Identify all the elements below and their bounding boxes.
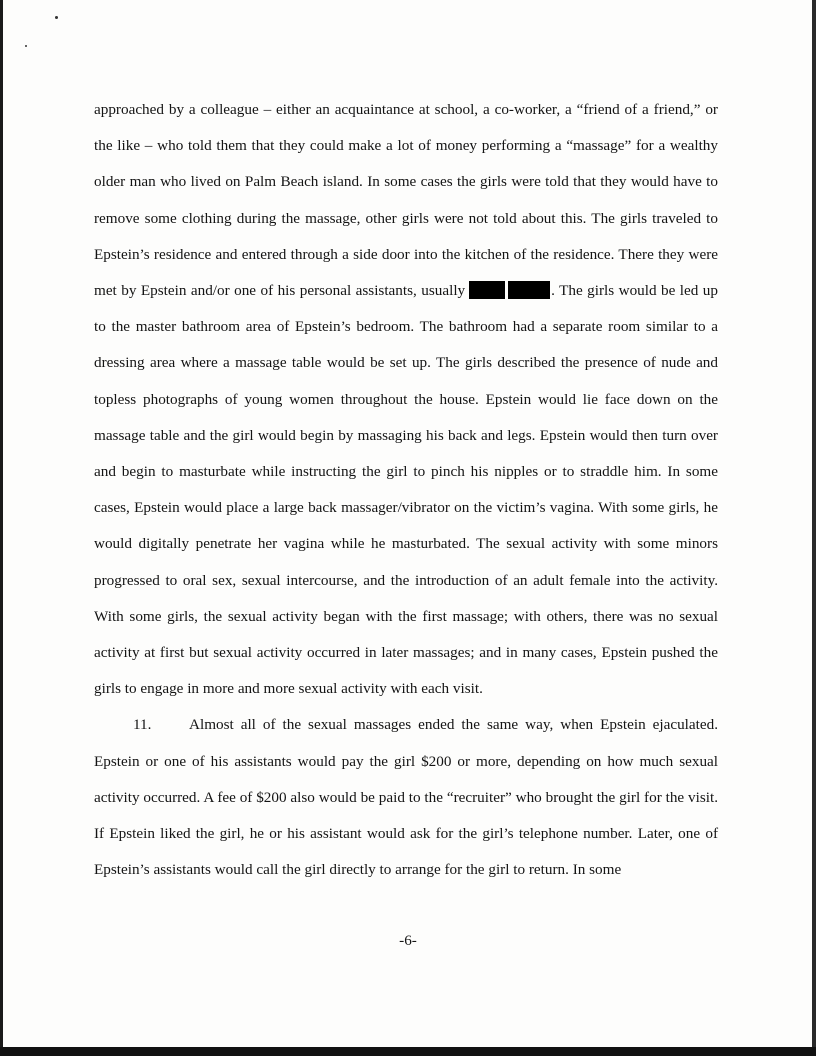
scan-edge-left — [0, 0, 3, 1056]
paragraph-text-before-redaction: approached by a colleague – either an acquaintance at school, a co-worker, a “friend of a friend,” or the like – who told them that they could make a lot of money performing a “massage” for a wealthy older man who lived on Palm Beach island. In some cases the girls were told that they would have to remove some clothing during the massage, other girls were not told about this. The girls traveled to Epstein’s residence and entered through a side door into the kitchen of the residence. There they were met by Epstein and/or one of his personal assistants, usually — [94, 101, 718, 300]
redaction-block — [508, 281, 550, 299]
scan-edge-right — [812, 0, 816, 1056]
page-number: -6- — [399, 932, 417, 949]
paragraph-10-continued — [94, 92, 718, 707]
paragraph-text-after-redaction: . The girls would be led up to the master bathroom area of Epstein’s bedroom. The bathroom had a separate room similar to a dressing area where a massage table would be set up. The girls described the presence of nude and topless photographs of young women throughout the house. Epstein would lie face down on the massage table and the girl would begin by massaging his back and legs. Epstein would then turn over and begin to masturbate while instructing the girl to pinch his nipples or to straddle him. In some cases, Epstein would place a large back massager/vibrator on the victim’s vagina. With some girls, he would digitally penetrate her vagina while he masturbated. The sexual activity with some minors progressed to oral sex, sexual intercourse, and the introduction of an adult female into the activity. With some girls, the sexual activity began with the first massage; with others, there was no sexual activity at first but sexual activity occurred in later massages; and in many cases, Epstein pushed the girls to engage in more and more sexual activity with each visit. — [94, 282, 718, 698]
scan-edge-bottom — [0, 1047, 816, 1056]
paragraph-11 — [94, 707, 718, 888]
scan-speck — [55, 16, 58, 19]
paragraph-text: Almost all of the sexual massages ended the same way, when Epstein ejaculated. Epstein or one of his assistants would pay the girl $200 or more, depending on how much sexual activity occurred. A fee of $200 also would be paid to the “recruiter” who brought the girl for the visit. If Epstein liked the girl, he or his assistant would ask for the girl’s telephone number. Later, one of Epstein’s assistants would call the girl directly to arrange for the girl to return. In some — [94, 716, 718, 879]
redaction-block — [469, 281, 505, 299]
paragraph-number: 11. — [133, 716, 152, 734]
scan-speck — [25, 45, 27, 47]
document-body — [94, 92, 718, 888]
